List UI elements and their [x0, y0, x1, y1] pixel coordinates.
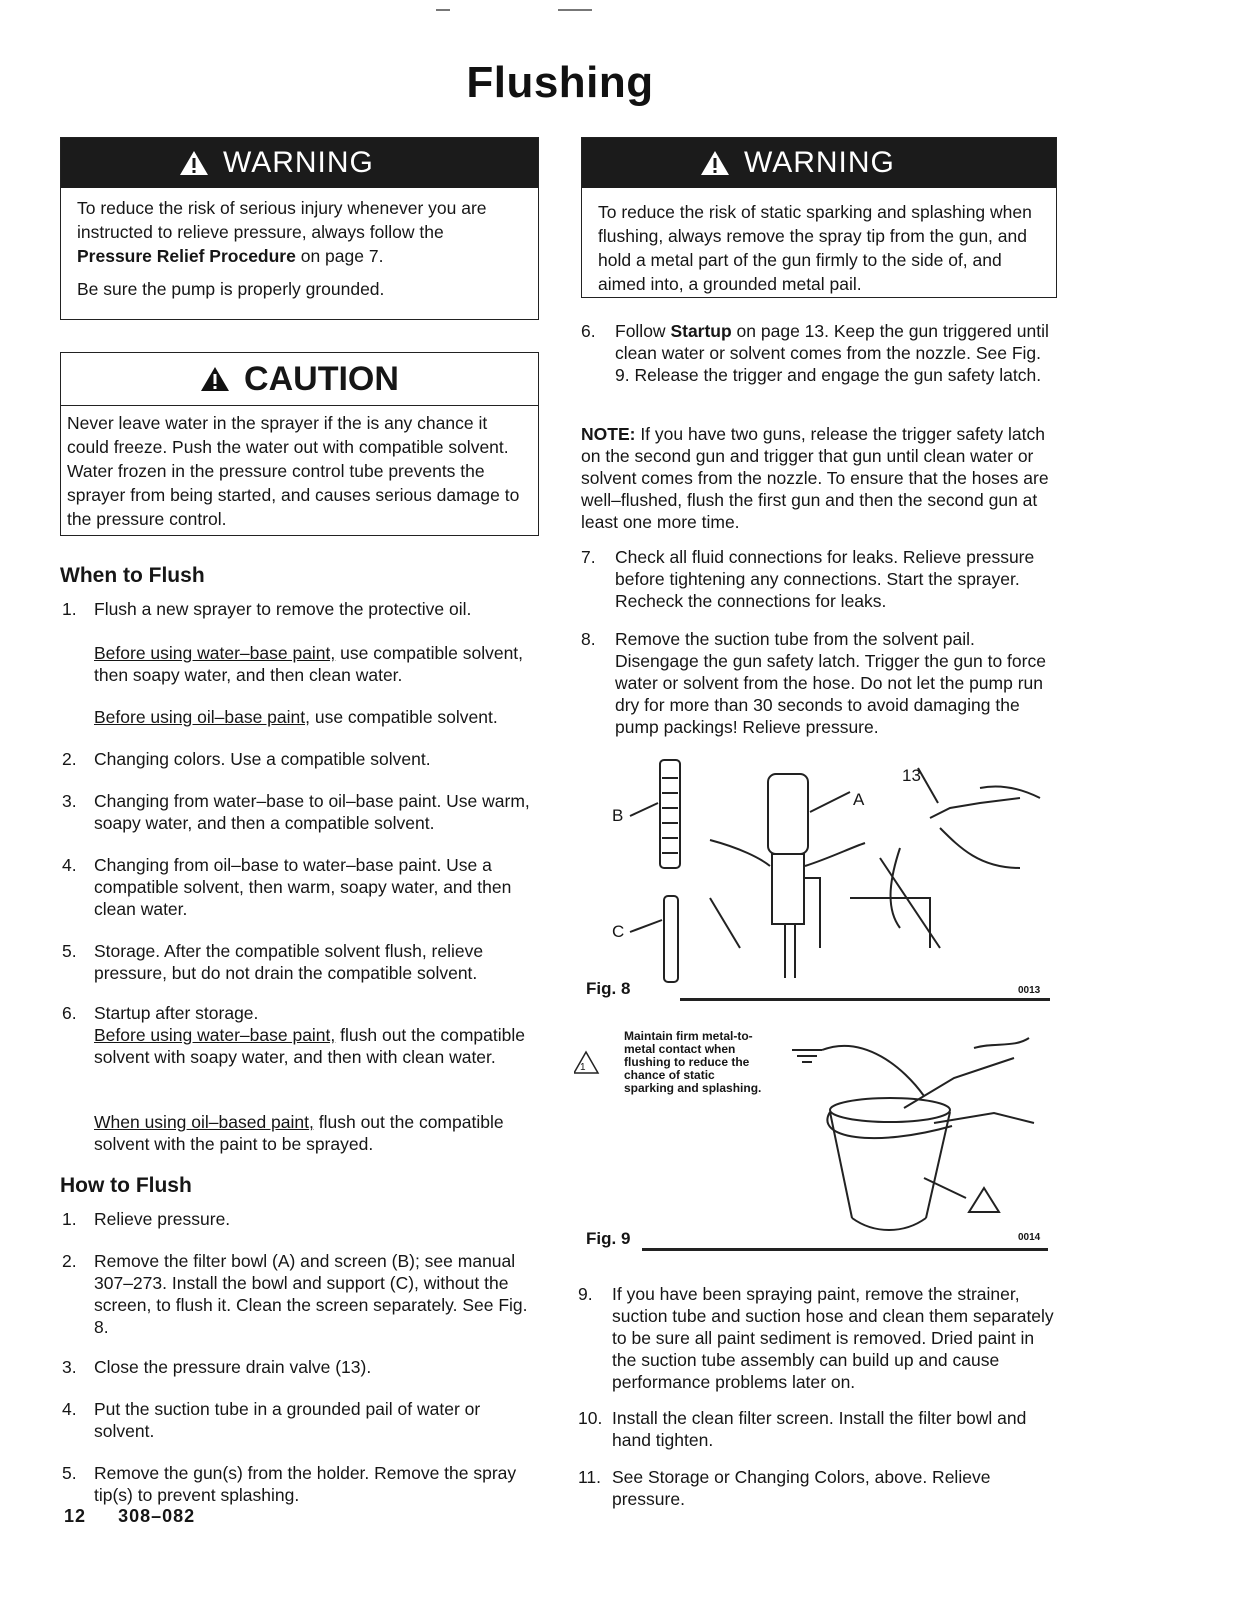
caution-heading: CAUTION — [244, 359, 399, 398]
warning-header — [61, 138, 538, 188]
fig9-code: 0014 — [1018, 1232, 1041, 1243]
caution-triangle-icon — [200, 366, 230, 392]
section-heading-how: How to Flush — [60, 1174, 192, 1197]
doc-number: 308–082 — [118, 1506, 196, 1526]
fig9-triangle-number: 1 — [580, 1062, 586, 1073]
warning-triangle-icon — [179, 150, 209, 176]
list-subitem: Before using water–base paint, flush out the compatible solvent with soapy water, and then with clean water. — [94, 1025, 525, 1067]
fig8-callout-a: A — [853, 790, 865, 809]
warning-triangle-icon — [700, 150, 730, 176]
list-subitem: When using oil–based paint, flush out the compatible solvent with the paint to be sprayed. — [94, 1112, 504, 1154]
warning-text-2: Be sure the pump is properly grounded. — [77, 279, 385, 299]
fig8-code: 0013 — [1018, 985, 1041, 996]
fig8-label: Fig. 8 — [586, 979, 631, 998]
warning-text: To reduce the risk of serious injury whenever you are instructed to relieve pressure, always follow the Pressure Relief Procedure on page 7. — [77, 198, 487, 266]
warning-box-right — [581, 137, 1057, 298]
list-subitem: Before using water–base paint, use compatible solvent, then soapy water, and then clean water. — [94, 643, 524, 685]
list-subitem: Before using oil–base paint, use compatible solvent. — [94, 707, 498, 727]
caution-box — [60, 352, 539, 536]
page-title: Flushing — [466, 58, 654, 107]
warning-text: To reduce the risk of static sparking and splashing when flushing, always remove the spray tip from the gun, and hold a metal part of the gun firmly to the side of, and aimed into, a grounded metal pail. — [598, 202, 1032, 294]
fig9-note: Maintain firm metal-to-metal contact when flushing to reduce the chance of static sparking and splashing. — [624, 1029, 762, 1095]
fig8-callout-c: C — [612, 922, 625, 941]
section-heading-when: When to Flush — [60, 564, 205, 587]
fig8-illustration — [600, 748, 1050, 988]
caution-text: Never leave water in the sprayer if the is any chance it could freeze. Push the water out with compatible solvent. Water frozen in the pressure control tube prevents the sprayer from being started, and causes serious damage to the pressure control. — [67, 413, 520, 529]
page-number: 12 — [64, 1506, 87, 1526]
page-footer — [64, 1506, 195, 1527]
warning-header — [582, 138, 1056, 188]
warning-box-left — [60, 137, 539, 320]
warning-heading: WARNING — [744, 146, 895, 179]
fig8-callout-b: B — [612, 806, 624, 825]
fig9-rule — [642, 1248, 1048, 1251]
fig8-rule — [680, 998, 1050, 1001]
fig8-callout-13: 13 — [902, 766, 921, 785]
fig9-label: Fig. 9 — [586, 1229, 631, 1248]
caution-header — [61, 353, 538, 406]
warning-heading: WARNING — [223, 146, 374, 179]
note-paragraph: NOTE: If you have two guns, release the trigger safety latch on the second gun and trigger that gun until clean water or solvent comes from the nozzle. To ensure that the hoses are well–flushed, flush the first gun and then the second gun at least one more time. — [581, 424, 1049, 532]
